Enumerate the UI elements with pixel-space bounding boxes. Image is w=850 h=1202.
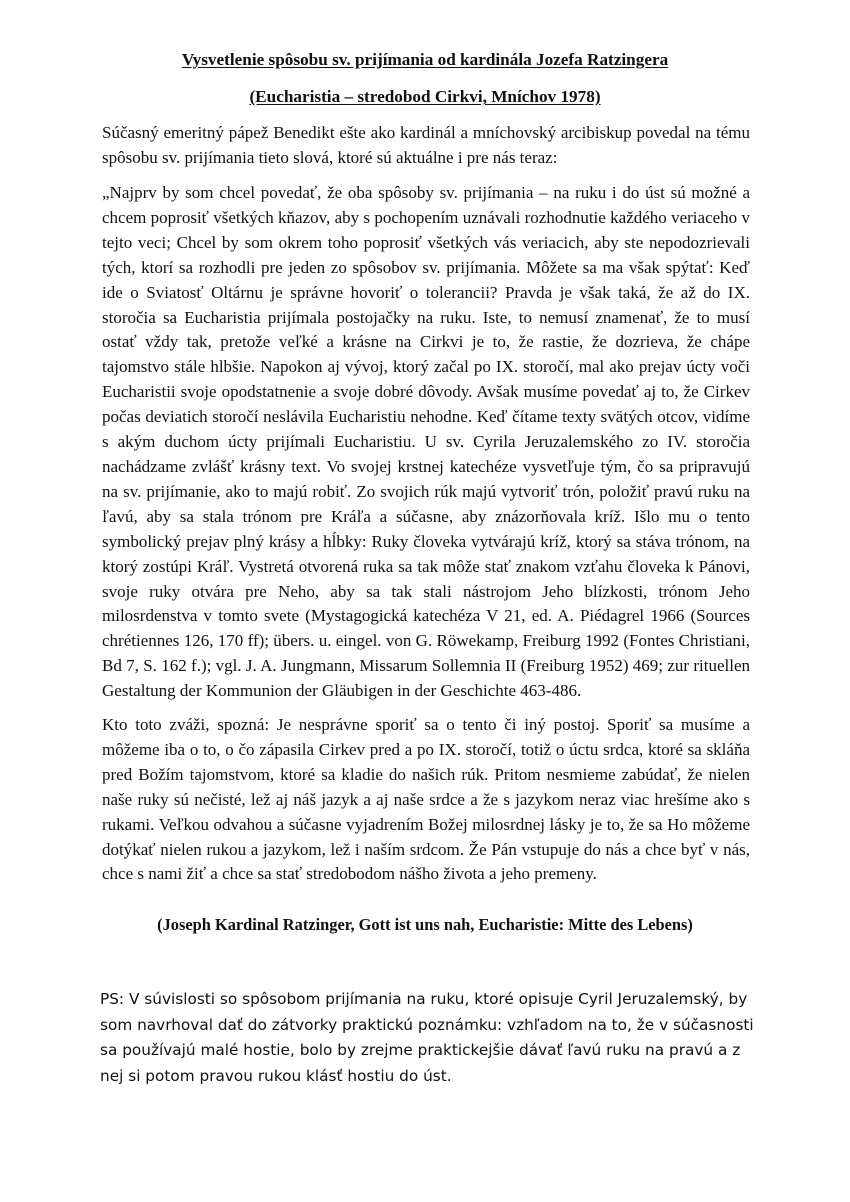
- quote-paragraph: „Najprv by som chcel povedať, že oba spôsoby sv. prijímania – na ruku i do úst sú možné a chcem poprosiť všetkých kňazov, aby s pochopením uznávali rozhodnutie každého veriaceho v tejto veci; Chcel by som okrem toho poprosiť všetkých vás veriacich, aby ste nepodozrievali tých, ktorí sa rozhodli pre jeden zo spôsobov sv. prijímania. Môžete sa ma však spýtať: Keď ide o Sviatosť Oltárnu je správne hovoriť o tolerancii? Pravda je však taká, že až do IX. storočia sa Eucharistia prijímala postojačky na ruku. Iste, to nemusí znamenať, že to musí ostať vždy tak, pretože veľké a krásne na Cirkvi je to, že rastie, že dozrieva, že chápe tajomstvo stále hlbšie. Napokon aj vývoj, ktorý začal po IX. storočí, mal ako prejav úcty voči Eucharistii svoje opodstatnenie a svoje dobré dôvody. Avšak musíme povedať aj to, že Cirkev počas deviatich storočí neslávila Eucharistiu nehodne. Keď čítame texty svätých otcov, vidíme s akým duchom úcty prijímali Eucharistiu. U sv. Cyrila Jeruzalemského zo IV. storočia nachádzame zvlášť krásny text. Vo svojej krstnej katechéze vysvetľuje tým, čo sa pripravujú na sv. prijímanie, ako to majú robiť. Zo svojich rúk majú vytvoriť trón, položiť pravú ruku na ľavú, aby sa stala trónom pre Kráľa a súčasne, aby znázorňovala kríž. Išlo mu o tento symbolický prejav plný krásy a hĺbky: Ruky človeka vytvárajú kríž, ktorý sa stáva trónom, na ktorý zostúpi Kráľ. Vystretá otvorená ruka sa tak môže stať znakom vzťahu človeka k Pánovi, svoje ruky otvára pre Neho, aby sa tak stali nástrojom Jeho blízkosti, trónom Jeho milosrdenstva v tomto svete (Mystagogická katechéza V 21, ed. A. Piédagrel 1966 (Sources chrétiennes 126, 170 ff); übers. u. eingel. von G. Röwekamp, Freiburg 1992 (Fontes Christiani, Bd 7, S. 162 f.); vgl. J. A. Jungmann, Missarum Sollemnia II (Freiburg 1952) 469; zur rituellen Gestaltung der Kommunion der Gläubigen in der Geschichte 463-486.: [102, 183, 750, 701]
- document-subtitle: (Eucharistia – stredobod Cirkvi, Mníchov 1978): [249, 87, 601, 106]
- closing-paragraph: Kto toto zváži, spozná: Je nesprávne sporiť sa o tento či iný postoj. Sporiť sa musíme a môžeme iba o to, o čo zápasila Cirkev pred a po IX. storočí, totiž o úctu srdca, ktoré sa skláňa pred Božím tajomstvom, ktoré sa kladie do našich rúk. Pritom nesmieme zabúdať, že nielen naše ruky sú nečisté, lež aj náš jazyk a aj naše srdce a že s jazykom neraz viac hrešíme ako s rukami. Veľkou odvahou a súčasne vyjadrením Božej milosrdnej lásky je to, že sa Ho môžeme dotýkať nielen rukou a jazykom, lež i naším srdcom. Že Pán vstupuje do nás a chce byť v nás, chce s nami žiť a chce sa stať stredobodom nášho života a jeho premeny.: [102, 715, 750, 884]
- source-citation: (Joseph Kardinal Ratzinger, Gott ist uns nah, Eucharistie: Mitte des Lebens): [157, 915, 693, 934]
- intro-paragraph: Súčasný emeritný pápež Benedikt ešte ako kardinál a mníchovský arcibiskup povedal na tému spôsobu sv. prijímania tieto slová, ktoré sú aktuálne i pre nás teraz:: [102, 123, 750, 167]
- postscript-note: PS: V súvislosti so spôsobom prijímania na ruku, ktoré opisuje Cyril Jeruzalemský, by som navrhoval dať do zátvorky praktickú poznámku: vzhľadom na to, že v súčasnosti sa používajú malé hostie, bolo by zrejme praktickejšie dávať ľavú ruku na pravú a z nej si potom pravou rukou klásť hostiu do úst.: [100, 990, 754, 1085]
- document-title: Vysvetlenie spôsobu sv. prijímania od kardinála Jozefa Ratzingera: [181, 50, 669, 69]
